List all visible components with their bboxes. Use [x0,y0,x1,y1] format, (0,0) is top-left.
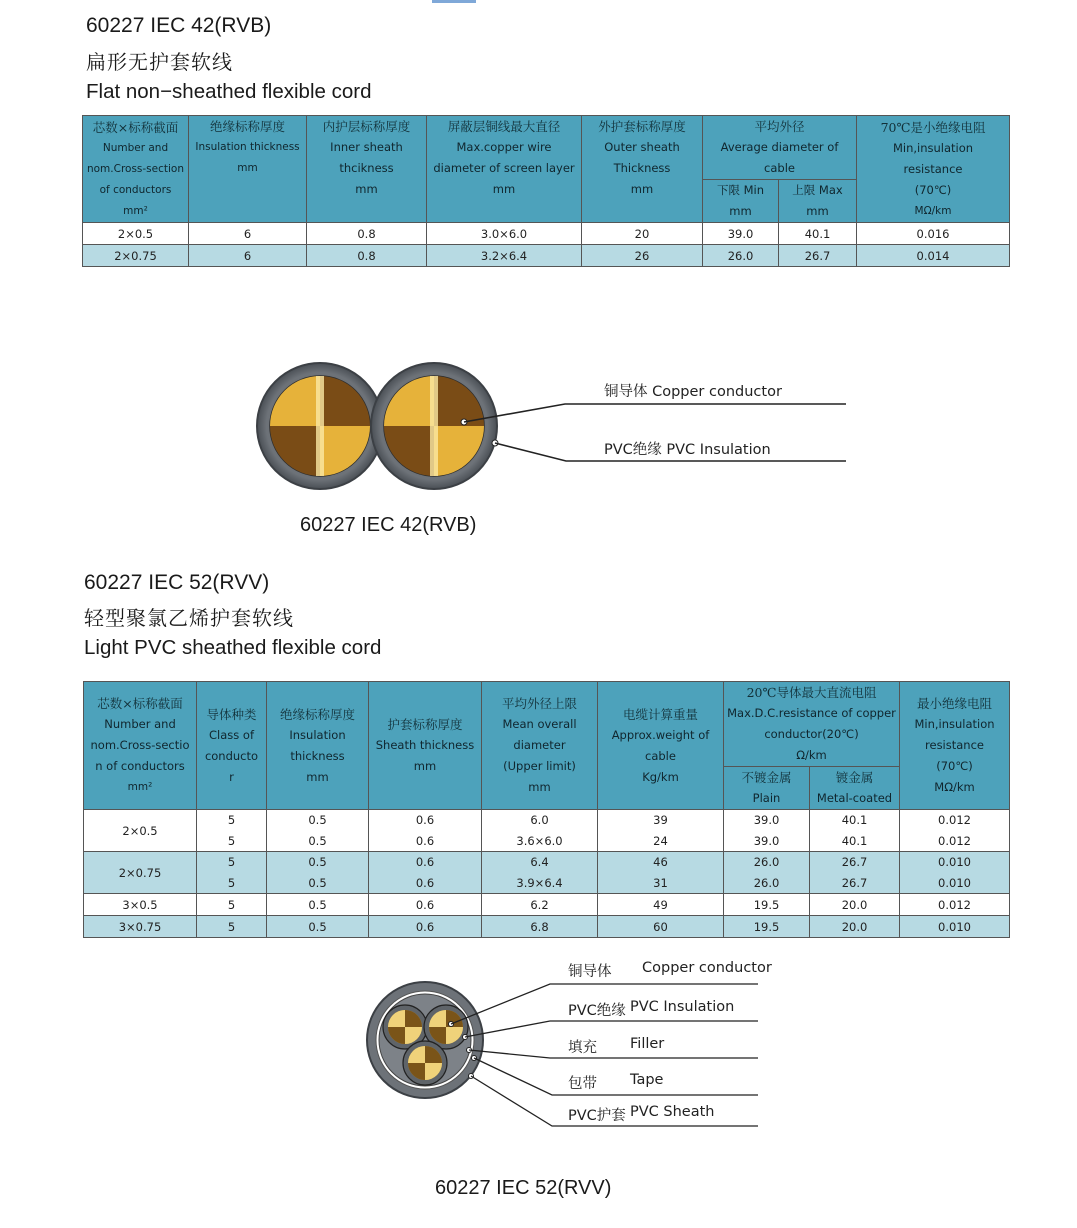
table-cell: 19.5 [724,916,810,938]
section1-name-en: Flat non−sheathed flexible cord [86,80,372,103]
table-cell: 0.5 [267,916,369,938]
table-cell: 3.6×6.0 [482,831,598,852]
tape-leader-line [474,1058,758,1095]
table-cell: 0.010 [900,873,1010,894]
section2-name-en: Light PVC sheathed flexible cord [84,636,382,659]
size-cell: 3×0.75 [84,916,197,938]
table-cell: 5 [197,873,267,894]
rvv-label-zh: 填充 [568,1040,597,1056]
table-cell: 20 [582,223,703,245]
rvv-label-zh: PVC绝缘 [568,1003,626,1019]
section1-model: 60227 IEC 42(RVB) [86,14,272,37]
table-cell: 26.0 [703,245,779,267]
table-cell: 0.010 [900,852,1010,873]
table-cell: 0.012 [900,894,1010,916]
table-cell: 39 [598,810,724,831]
rvb-spec-table [82,115,1010,267]
table-cell: 0.8 [307,223,427,245]
table-cell: 6 [189,245,307,267]
table-cell: 3.2×6.4 [427,245,582,267]
header-metal-coated: 镀金属 Metal-coated [810,767,900,810]
rvv-spec-table [83,681,1010,938]
table-cell: 0.010 [900,916,1010,938]
header-max-copper-wire: 屏蔽层铜线最大直径 Max.copper wire diameter of screen layer mm [427,116,582,223]
table-cell: 49 [598,894,724,916]
table-cell: 0.6 [369,873,482,894]
table-row [84,810,1010,831]
table-cell: 0.5 [267,894,369,916]
rvb-label-copper-conductor: 铜导体 Copper conductor [604,384,782,400]
table-cell: 6.8 [482,916,598,938]
table-cell: 3.9×6.4 [482,873,598,894]
table-cell: 40.1 [810,810,900,831]
table-cell: 0.5 [267,831,369,852]
table-cell: 0.016 [857,223,1010,245]
table-cell: 0.8 [307,245,427,267]
section2-model: 60227 IEC 52(RVV) [84,571,270,594]
table-cell: 0.5 [267,852,369,873]
table-cell: 5 [197,894,267,916]
table-cell: 60 [598,916,724,938]
header-min-insulation-resistance: 70℃是小绝缘电阻 Min,insulation resistance (70℃) MΩ/km [857,116,1010,223]
table-cell: 0.012 [900,831,1010,852]
table-cell: 0.5 [267,810,369,831]
table-cell: 39.0 [724,831,810,852]
rvv-cable-body [367,982,483,1098]
conductor-3 [403,1041,447,1085]
header-average-diameter: 平均外径 Average diameter of cable [703,116,857,180]
table-cell: 24 [598,831,724,852]
rvb-label-pvc-insulation: PVC绝缘 PVC Insulation [604,442,771,458]
filler-leader-line [469,1050,758,1058]
rvv-label-zh: 铜导体 [568,964,612,980]
right-conductor-group [371,363,497,489]
table-row [84,916,1010,938]
left-conductor-group [257,363,383,489]
table-cell: 5 [197,852,267,873]
rvv-label-en: PVC Sheath [630,1104,715,1120]
table-cell: 0.012 [900,810,1010,831]
table-cell: 0.6 [369,894,482,916]
header-inner-sheath: 内护层标称厚度 Inner sheath thcikness mm [307,116,427,223]
rvv-label-en: Filler [630,1036,665,1052]
table-cell: 20.0 [810,916,900,938]
header-outer-sheath: 外护套标称厚度 Outer sheath Thickness mm [582,116,703,223]
rvv-label-en: Tape [630,1072,664,1088]
rvv-cross-section-diagram [355,970,775,1150]
header-diameter-min: 下限 Min mm [703,180,779,223]
table-row [84,831,1010,852]
table-cell: 5 [197,810,267,831]
table-cell: 39.0 [703,223,779,245]
table-cell: 26.0 [724,873,810,894]
table-cell: 0.6 [369,810,482,831]
size-cell: 2×0.75 [84,852,197,894]
table-cell: 6.0 [482,810,598,831]
table-row [83,245,1010,267]
table-cell: 40.1 [810,831,900,852]
table-cell: 2×0.75 [83,245,189,267]
table-cell: 0.6 [369,852,482,873]
table-cell: 31 [598,873,724,894]
header-class-of-conductor: 导体种类 Class of conducto r [197,682,267,810]
section1-name-zh: 扁形无护套软线 [86,52,233,74]
header-insulation-thickness: 绝缘标称厚度 Insulation thickness mm [189,116,307,223]
header-sheath-thickness: 护套标称厚度 Sheath thickness mm [369,682,482,810]
table-cell: 6 [189,223,307,245]
table-cell: 20.0 [810,894,900,916]
table-cell: 26.7 [810,873,900,894]
rvv-label-zh: 包带 [568,1076,597,1092]
table-cell: 2×0.5 [83,223,189,245]
header-approx-weight: 电缆计算重量 Approx.weight of cable Kg/km [598,682,724,810]
table-row [84,873,1010,894]
table-row [84,852,1010,873]
rvv-diagram-caption: 60227 IEC 52(RVV) [435,1177,612,1199]
rvv-label-zh: PVC护套 [568,1108,626,1124]
size-cell: 3×0.5 [84,894,197,916]
right-copper-conductor [384,376,484,476]
table-cell: 0.6 [369,831,482,852]
rvv-label-en: PVC Insulation [630,999,735,1015]
table-cell: 26.7 [779,245,857,267]
section2-name-zh: 轻型聚氯乙烯护套软线 [84,608,294,630]
table-cell: 26.0 [724,852,810,873]
rvb-diagram-caption: 60227 IEC 42(RVB) [300,514,477,536]
insulation-leader-line [465,1021,758,1037]
table-cell: 40.1 [779,223,857,245]
table-cell: 6.4 [482,852,598,873]
header-insulation-thickness: 绝缘标称厚度 Insulation thickness mm [267,682,369,810]
table-cell: 26.7 [810,852,900,873]
table-cell: 39.0 [724,810,810,831]
header-plain: 不镀金属 Plain [724,767,810,810]
header-number-cross-section: 芯数×标称截面 Number and nom.Cross-section of conductors mm² [83,116,189,223]
table-row [84,894,1010,916]
table-cell: 3.0×6.0 [427,223,582,245]
table-row [83,223,1010,245]
table-cell: 5 [197,831,267,852]
header-mean-overall-diameter: 平均外径上限 Mean overall diameter (Upper limit) mm [482,682,598,810]
table-cell: 0.6 [369,916,482,938]
table-cell: 19.5 [724,894,810,916]
header-max-dc-resistance: 20℃导体最大直流电阻 Max.D.C.resistance of copper conductor(20℃) Ω/km [724,682,900,767]
header-diameter-max: 上限 Max mm [779,180,857,223]
copper-leader-line [464,404,846,422]
table-cell: 46 [598,852,724,873]
table-cell: 0.5 [267,873,369,894]
table-cell: 6.2 [482,894,598,916]
header-min-insulation-resistance: 最小绝缘电阻 Min,insulation resistance (70℃) MΩ/km [900,682,1010,810]
header-number-cross-section: 芯数×标称截面 Number and nom.Cross-sectio n of conductors mm² [84,682,197,810]
rvv-label-en: Copper conductor [642,960,772,976]
table-cell: 5 [197,916,267,938]
left-copper-conductor [270,376,370,476]
table-cell: 26 [582,245,703,267]
table-cell: 0.014 [857,245,1010,267]
size-cell: 2×0.5 [84,810,197,852]
top-marker [432,0,476,3]
